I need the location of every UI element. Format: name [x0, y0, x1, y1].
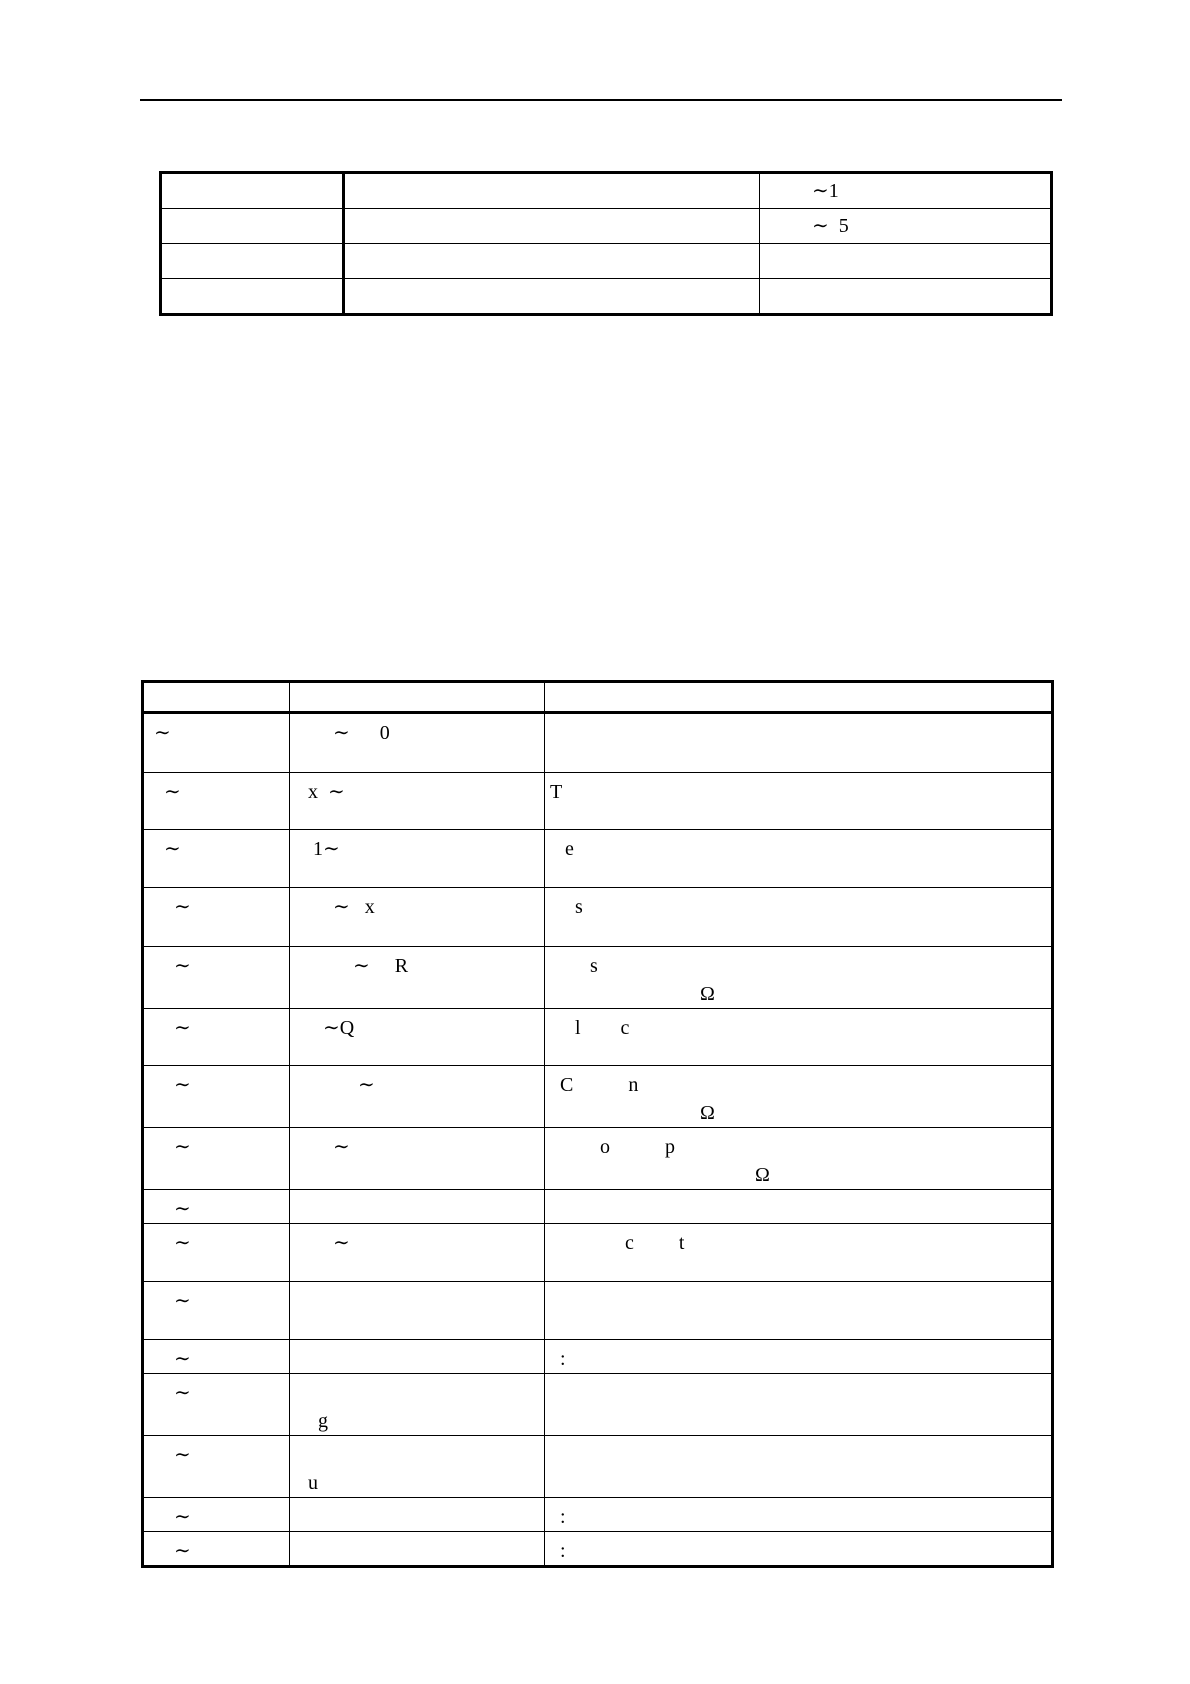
summary-cell-c1 — [161, 209, 344, 244]
detail-cell-line: ∼ — [154, 1506, 191, 1528]
detail-cell-content — [545, 1345, 1051, 1373]
detail-cell-content — [290, 1503, 544, 1531]
detail-cell-c3 — [545, 1282, 1053, 1340]
detail-row — [143, 947, 1053, 1009]
detail-cell-c3 — [545, 1498, 1053, 1532]
detail-cell-line: ∼ — [154, 1017, 191, 1039]
detail-cell-content — [545, 1195, 1051, 1223]
detail-cell-content — [545, 1537, 1051, 1565]
summary-cell-text — [760, 244, 1050, 249]
detail-cell-content — [545, 1503, 1051, 1531]
detail-cell-line: ∼ — [154, 1540, 191, 1562]
detail-cell-content — [290, 1441, 544, 1497]
detail-cell-line: T — [550, 781, 563, 803]
summary-row — [161, 279, 1052, 315]
detail-row — [143, 773, 1053, 830]
summary-cell-c1 — [161, 279, 344, 315]
detail-cell-c3 — [545, 1532, 1053, 1567]
detail-cell-c1 — [143, 773, 290, 830]
detail-cell-c2 — [290, 773, 545, 830]
summary-cell-c3 — [760, 279, 1052, 315]
detail-cell-c2 — [290, 1224, 545, 1282]
detail-row — [143, 1498, 1053, 1532]
detail-cell-line: 1∼ — [298, 838, 340, 860]
summary-table — [159, 171, 1053, 316]
summary-cell-c3 — [760, 209, 1052, 244]
header-cell-2 — [290, 682, 545, 713]
detail-cell-content — [144, 1379, 289, 1407]
detail-table-header — [143, 682, 1053, 713]
detail-cell-content — [144, 1133, 289, 1161]
detail-cell-content — [290, 1071, 544, 1099]
detail-cell-c3 — [545, 947, 1053, 1009]
detail-cell-c1 — [143, 713, 290, 773]
detail-cell-line: u — [298, 1472, 318, 1494]
detail-cell-content — [545, 719, 1051, 747]
detail-cell-content — [290, 1133, 544, 1161]
summary-cell-c3 — [760, 244, 1052, 279]
summary-row — [161, 209, 1052, 244]
detail-cell-content — [545, 1379, 1051, 1407]
detail-cell-content — [144, 952, 289, 980]
detail-cell-line — [290, 1195, 544, 1223]
detail-cell-content — [290, 778, 544, 806]
detail-cell-line: Ω — [550, 983, 715, 1005]
summary-cell-text — [162, 279, 342, 284]
detail-cell-line: ∼ — [154, 1444, 191, 1466]
detail-cell-line — [290, 1441, 544, 1469]
detail-cell-c1 — [143, 947, 290, 1009]
detail-cell-c2 — [290, 713, 545, 773]
detail-cell-line: : — [550, 1540, 566, 1562]
detail-cell-c1 — [143, 1009, 290, 1066]
detail-cell-c3 — [545, 1224, 1053, 1282]
detail-cell-content — [290, 952, 544, 980]
detail-cell-c1 — [143, 830, 290, 888]
detail-cell-c2 — [290, 1436, 545, 1498]
detail-row — [143, 1009, 1053, 1066]
detail-cell-c1 — [143, 1190, 290, 1224]
detail-cell-content — [545, 893, 1051, 921]
detail-cell-content — [290, 1537, 544, 1565]
detail-cell-line: ∼ — [298, 1136, 350, 1158]
detail-cell-content — [290, 1229, 544, 1257]
summary-cell-text — [345, 174, 759, 179]
detail-cell-c3 — [545, 713, 1053, 773]
detail-cell-line: ∼ 0 — [298, 722, 390, 744]
detail-cell-line: : — [550, 1506, 566, 1528]
summary-cell-text — [345, 279, 759, 284]
detail-cell-line: ∼ — [154, 1074, 191, 1096]
detail-cell-c2 — [290, 1066, 545, 1128]
detail-cell-line: ∼ x — [298, 896, 375, 918]
detail-cell-c3 — [545, 1374, 1053, 1436]
detail-cell-line: ∼ R — [298, 955, 409, 977]
detail-cell-c1 — [143, 1532, 290, 1567]
detail-cell-c3 — [545, 830, 1053, 888]
detail-cell-c3 — [545, 1340, 1053, 1374]
detail-cell-c2 — [290, 1340, 545, 1374]
detail-cell-line: ∼ — [154, 1136, 191, 1158]
detail-cell-c1 — [143, 1128, 290, 1190]
detail-cell-line: g — [298, 1410, 328, 1432]
summary-row — [161, 244, 1052, 279]
detail-cell-line: C n — [550, 1074, 639, 1096]
detail-cell-line — [545, 1379, 1051, 1407]
summary-cell-c2 — [344, 209, 760, 244]
detail-row — [143, 1128, 1053, 1190]
summary-cell-text — [345, 244, 759, 249]
detail-cell-content — [545, 835, 1051, 863]
summary-cell-text — [162, 174, 342, 179]
detail-cell-line — [290, 1345, 544, 1373]
detail-cell-content — [144, 835, 289, 863]
detail-cell-line: Ω — [550, 1102, 715, 1124]
detail-cell-line: ∼ — [298, 1074, 375, 1096]
detail-cell-content — [290, 719, 544, 747]
detail-cell-content — [545, 1014, 1051, 1042]
summary-cell-c1 — [161, 173, 344, 209]
detail-cell-line: ∼ — [154, 896, 191, 918]
summary-cell-text: ∼ 5 — [812, 215, 849, 237]
detail-cell-c1 — [143, 1374, 290, 1436]
detail-row — [143, 1340, 1053, 1374]
detail-cell-content — [144, 1014, 289, 1042]
detail-row — [143, 888, 1053, 947]
detail-cell-line: e — [550, 838, 574, 860]
detail-cell-c2 — [290, 1282, 545, 1340]
detail-cell-c3 — [545, 1066, 1053, 1128]
detail-cell-line: s — [550, 896, 583, 918]
detail-cell-c1 — [143, 888, 290, 947]
detail-cell-c3 — [545, 1190, 1053, 1224]
detail-cell-c1 — [143, 1498, 290, 1532]
detail-cell-c1 — [143, 1282, 290, 1340]
detail-cell-content — [144, 1195, 289, 1223]
detail-row — [143, 1190, 1053, 1224]
detail-cell-c2 — [290, 1532, 545, 1567]
detail-cell-content — [290, 1287, 544, 1315]
detail-cell-c3 — [545, 773, 1053, 830]
detail-cell-c3 — [545, 1009, 1053, 1066]
summary-cell-c3 — [760, 173, 1052, 209]
detail-cell-line — [545, 1195, 1051, 1223]
detail-cell-c2 — [290, 830, 545, 888]
detail-cell-c1 — [143, 1436, 290, 1498]
detail-cell-content — [545, 1071, 1051, 1127]
detail-cell-c3 — [545, 888, 1053, 947]
detail-cell-content — [290, 835, 544, 863]
detail-cell-line: : — [550, 1348, 566, 1370]
summary-cell-c2 — [344, 244, 760, 279]
detail-cell-line: ∼ — [154, 1198, 191, 1220]
detail-cell-line — [545, 719, 1051, 747]
detail-cell-line — [290, 1287, 544, 1315]
detail-cell-content — [144, 1537, 289, 1565]
detail-cell-content — [545, 778, 1051, 806]
summary-row — [161, 173, 1052, 209]
detail-cell-c1 — [143, 1224, 290, 1282]
detail-cell-line: ∼ — [154, 1290, 191, 1312]
detail-cell-content — [144, 719, 289, 747]
detail-cell-c3 — [545, 1128, 1053, 1190]
detail-cell-content — [290, 1014, 544, 1042]
detail-cell-content — [144, 1503, 289, 1531]
header-cell-3 — [545, 682, 1053, 713]
detail-cell-line: ∼ — [298, 1232, 350, 1254]
detail-cell-line: x ∼ — [298, 781, 345, 803]
detail-cell-c1 — [143, 1340, 290, 1374]
detail-cell-line: c t — [550, 1232, 685, 1254]
detail-cell-line: ∼ — [154, 955, 191, 977]
detail-cell-line: Ω — [550, 1164, 770, 1186]
detail-cell-line — [545, 1441, 1051, 1469]
detail-cell-c3 — [545, 1436, 1053, 1498]
detail-row — [143, 1066, 1053, 1128]
detail-cell-content — [545, 1287, 1051, 1315]
detail-row — [143, 1282, 1053, 1340]
detail-cell-line: ∼ — [154, 781, 181, 803]
summary-cell-text — [345, 209, 759, 214]
detail-cell-content — [545, 1229, 1051, 1257]
detail-cell-content — [545, 952, 1051, 1008]
detail-cell-content — [144, 1345, 289, 1373]
summary-cell-text — [162, 209, 342, 214]
detail-cell-line: ∼ — [154, 1382, 191, 1404]
detail-cell-c2 — [290, 947, 545, 1009]
detail-row — [143, 1374, 1053, 1436]
detail-cell-content — [545, 1133, 1051, 1189]
detail-cell-c2 — [290, 1009, 545, 1066]
detail-cell-content — [144, 1071, 289, 1099]
detail-cell-line: ∼ — [154, 722, 171, 744]
detail-row — [143, 1532, 1053, 1567]
detail-cell-line: ∼ — [154, 838, 181, 860]
detail-cell-content — [144, 778, 289, 806]
detail-cell-line: ∼Q — [298, 1017, 355, 1039]
detail-cell-content — [290, 1379, 544, 1435]
header-cell-1 — [143, 682, 290, 713]
header-rule — [140, 99, 1062, 101]
summary-cell-text: ∼1 — [812, 180, 839, 202]
detail-row — [143, 830, 1053, 888]
detail-table — [141, 680, 1054, 1568]
detail-cell-c1 — [143, 1066, 290, 1128]
summary-cell-text — [162, 244, 342, 249]
detail-cell-line — [290, 1379, 544, 1407]
detail-cell-line: o p — [550, 1136, 675, 1158]
detail-row — [143, 1224, 1053, 1282]
detail-cell-line — [290, 1537, 544, 1565]
detail-cell-content — [144, 1287, 289, 1315]
detail-cell-c2 — [290, 1498, 545, 1532]
summary-cell-c2 — [344, 173, 760, 209]
detail-cell-c2 — [290, 1374, 545, 1436]
summary-cell-c1 — [161, 244, 344, 279]
detail-cell-line: ∼ — [154, 1232, 191, 1254]
detail-cell-content — [144, 1229, 289, 1257]
detail-cell-line: l c — [550, 1017, 630, 1039]
detail-cell-c2 — [290, 1128, 545, 1190]
summary-cell-c2 — [344, 279, 760, 315]
detail-cell-content — [545, 1441, 1051, 1469]
detail-cell-line: s — [550, 955, 598, 977]
detail-row — [143, 1436, 1053, 1498]
detail-cell-content — [290, 1345, 544, 1373]
detail-cell-line — [545, 1287, 1051, 1315]
detail-cell-content — [144, 893, 289, 921]
detail-cell-content — [290, 893, 544, 921]
detail-row — [143, 713, 1053, 773]
detail-cell-content — [144, 1441, 289, 1469]
summary-cell-text — [760, 279, 1050, 284]
detail-cell-c2 — [290, 1190, 545, 1224]
detail-cell-content — [290, 1195, 544, 1223]
detail-cell-line — [290, 1503, 544, 1531]
detail-cell-line: ∼ — [154, 1348, 191, 1370]
detail-cell-c2 — [290, 888, 545, 947]
